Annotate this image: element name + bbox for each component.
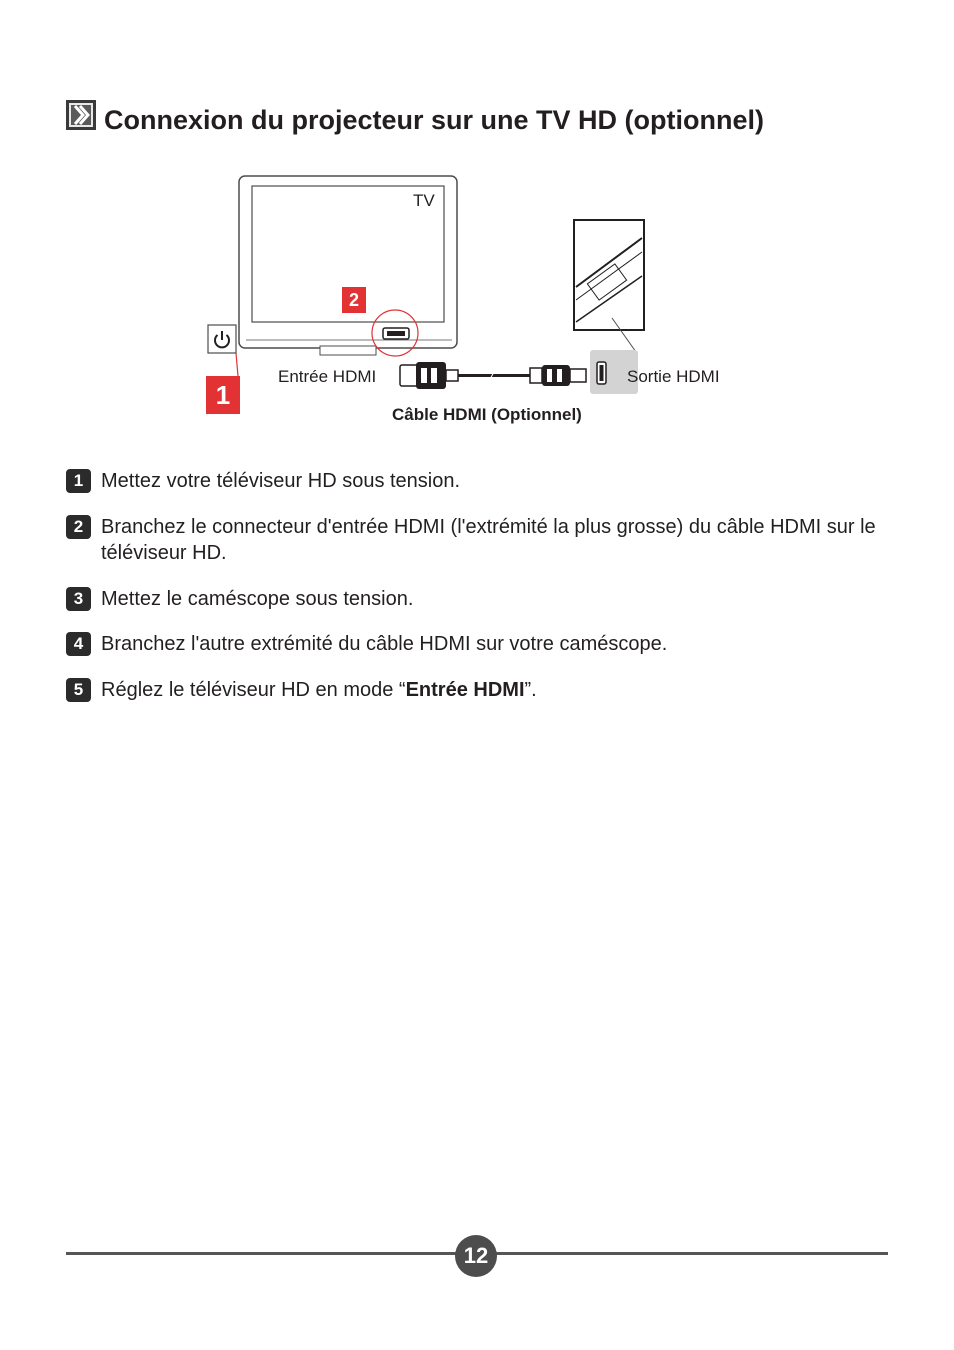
step-text: Branchez le connecteur d'entrée HDMI (l'extrémité la plus grosse) du câble HDMI sur le téléviseur HD. — [101, 516, 876, 564]
step-text-before: Réglez le téléviseur HD en mode “ — [101, 679, 406, 701]
tv-label: TV — [413, 191, 435, 210]
step-item — [66, 631, 896, 657]
step-number-badge: 5 — [66, 678, 91, 702]
step-text-after: ”. — [524, 679, 537, 701]
step-number-badge: 2 — [66, 515, 91, 539]
footer-divider-right — [486, 1252, 888, 1255]
diagram-graphic — [0, 0, 954, 440]
hdmi-input-label: Entrée HDMI — [278, 367, 377, 386]
step-text: Mettez le caméscope sous tension. — [101, 588, 414, 610]
step-number-badge: 4 — [66, 632, 91, 656]
step-item — [66, 677, 896, 703]
page-number: 12 — [455, 1235, 497, 1277]
cable-label: Câble HDMI (Optionnel) — [392, 405, 582, 424]
step-item — [66, 586, 896, 612]
page-title: Connexion du projecteur sur une TV HD (optionnel) — [104, 105, 764, 135]
step-item — [66, 468, 896, 494]
step-number-badge: 3 — [66, 587, 91, 611]
step-number-badge: 1 — [66, 469, 91, 493]
marker-2: 2 — [342, 287, 366, 313]
hdmi-output-label: Sortie HDMI — [627, 367, 720, 386]
hdmi-cable — [400, 362, 586, 389]
marker-1: 1 — [206, 376, 240, 414]
power-icon — [208, 325, 238, 376]
step-item — [66, 514, 896, 566]
step-text: Branchez l'autre extrémité du câble HDMI sur votre caméscope. — [101, 633, 668, 655]
connection-diagram — [0, 0, 954, 440]
step-text-bold: Entrée HDMI — [405, 679, 525, 701]
steps-list — [66, 468, 896, 703]
step-text: Mettez votre téléviseur HD sous tension. — [101, 470, 461, 492]
footer-divider-left — [66, 1252, 466, 1255]
